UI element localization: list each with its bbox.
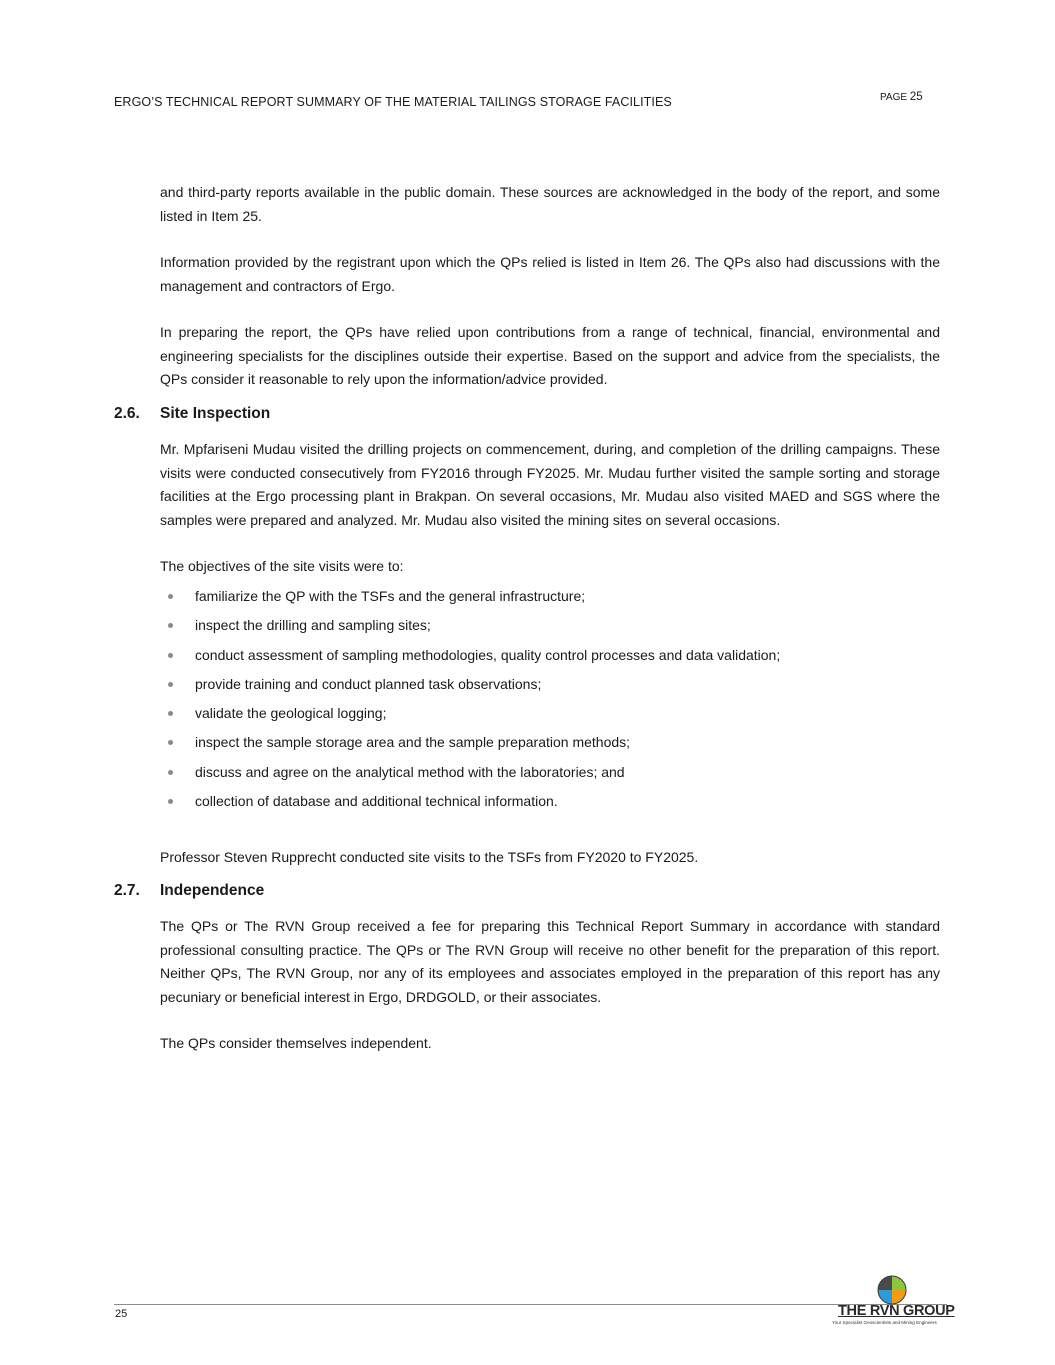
objectives-list — [160, 585, 940, 819]
bullet-icon — [168, 594, 173, 599]
list-item: inspect the sample storage area and the sample preparation methods; — [160, 731, 940, 760]
list-item: validate the geological logging; — [160, 702, 940, 731]
page-number: 25 — [909, 91, 923, 103]
list-item: familiarize the QP with the TSFs and the general infrastructure; — [160, 585, 940, 614]
logo-globe-icon — [877, 1275, 907, 1305]
list-item: conduct assessment of sampling methodologies, quality control processes and data validation; — [160, 644, 940, 673]
bullet-icon — [168, 770, 173, 775]
logo-wordmark: THE RVN GROUP — [838, 1303, 955, 1319]
paragraph-independence-fee: The QPs or The RVN Group received a fee for preparing this Technical Report Summary in accordance with standard professional consulting practice. The QPs or The RVN Group will receive no other benefit for the preparation of this report. Neither QPs, The RVN Group, nor any of its employees and associates employed in the preparation of this report has any pecuniary or beneficial interest in Ergo, DRDGOLD, or their associates. — [160, 918, 940, 1005]
section-number: 2.7. — [114, 882, 140, 899]
paragraph-rupprecht-visits: Professor Steven Rupprecht conducted site visits to the TSFs from FY2020 to FY2025. — [160, 849, 699, 865]
paragraph-registrant-info: Information provided by the registrant upon which the QPs relied is listed in Item 26. The QPs also had discussions with the management and contractors of Ergo. — [160, 254, 940, 294]
paragraph-sources: and third-party reports available in the public domain. These sources are acknowledged in the body of the report, and some listed in Item 25. — [160, 184, 940, 224]
header-page-number — [880, 91, 923, 103]
report-title: ERGO’S TECHNICAL REPORT SUMMARY OF THE MATERIAL TAILINGS STORAGE FACILITIES — [114, 95, 672, 109]
section-number: 2.6. — [114, 405, 140, 422]
paragraph-objectives-intro: The objectives of the site visits were to: — [160, 558, 404, 574]
bullet-icon — [168, 682, 173, 687]
section-title: Independence — [160, 882, 265, 899]
paragraph-site-visits: Mr. Mpfariseni Mudau visited the drilling projects on commencement, during, and completion of the drilling campaigns. These visits were conducted consecutively from FY2016 through FY2025. Mr. Mudau further visited the sample sorting and storage facilities at the Ergo processing plant in Brakpan. On several occasions, Mr. Mudau also visited MAED and SGS where the samples were prepared and analyzed. Mr. Mudau also visited the mining sites on several occasions. — [160, 441, 940, 528]
bullet-icon — [168, 799, 173, 804]
section-title: Site Inspection — [160, 405, 271, 422]
paragraph-specialists: In preparing the report, the QPs have relied upon contributions from a range of technical, financial, environmental and engineering specialists for the disciplines outside their expertise. Based on the support and advice from the specialists, the QPs consider it reasonable to rely upon the information/advice provided. — [160, 324, 940, 387]
list-item: provide training and conduct planned task observations; — [160, 673, 940, 702]
paragraph-independence-statement: The QPs consider themselves independent. — [160, 1035, 432, 1051]
logo-tagline: Your Specialist Geoscientists and Mining Engineers — [832, 1320, 937, 1325]
list-item: collection of database and additional technical information. — [160, 790, 940, 819]
bullet-icon — [168, 653, 173, 658]
footer-page-number: 25 — [115, 1308, 128, 1320]
list-item: inspect the drilling and sampling sites; — [160, 614, 940, 643]
bullet-icon — [168, 711, 173, 716]
bullet-icon — [168, 623, 173, 628]
page-label: PAGE — [880, 92, 908, 103]
rvn-group-logo — [830, 1275, 955, 1330]
footer-divider — [114, 1304, 947, 1305]
bullet-icon — [168, 740, 173, 745]
list-item: discuss and agree on the analytical method with the laboratories; and — [160, 761, 940, 790]
